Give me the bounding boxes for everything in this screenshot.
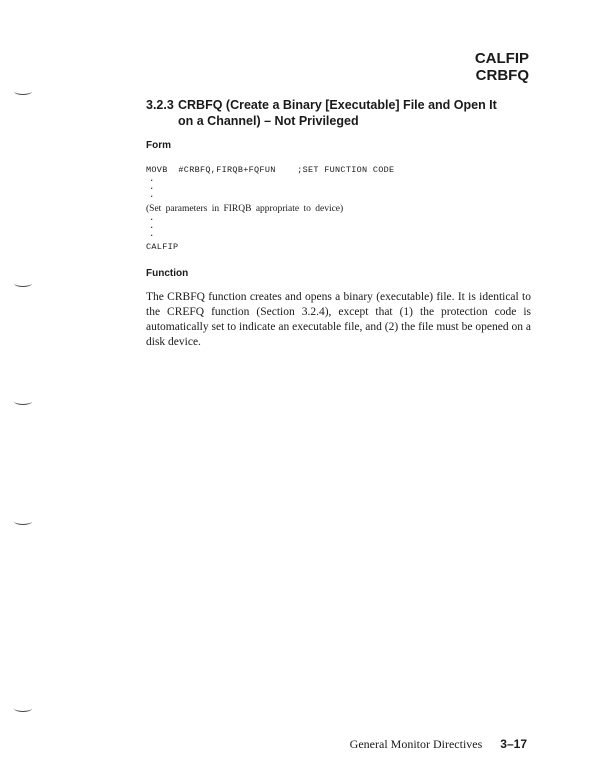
section-number: 3.2.3: [146, 98, 174, 112]
running-head: [475, 50, 529, 84]
running-head-line2: CRBFQ: [475, 67, 529, 84]
binder-hole-mark: [14, 280, 32, 287]
binder-hole-mark: [14, 518, 32, 525]
section-title-line2: on a Channel) – Not Privileged: [178, 114, 359, 128]
ellipsis-dots-2: . . .: [149, 213, 155, 239]
section-heading: [146, 97, 536, 129]
function-paragraph: The CRBFQ function creates and opens a binary (executable) file. It is identical to the CREFQ function (Section 3.2.4), except that (1) the protection code is automatically set to indicate an executable file, and (2) the file must be opened on a disk device.: [146, 291, 531, 348]
function-heading: Function: [146, 268, 189, 279]
footer-chapter-title: General Monitor Directives: [349, 737, 483, 751]
form-heading: Form: [146, 140, 171, 151]
page-footer: [350, 737, 527, 752]
running-head-line1: CALFIP: [474, 50, 529, 67]
binder-hole-mark: [14, 398, 32, 405]
form-call-line: CALFIP: [146, 242, 179, 252]
binder-hole-mark: [14, 88, 32, 95]
section-title-line1: CRBFQ (Create a Binary [Executable] File and Open It: [178, 98, 497, 112]
binder-hole-mark: [14, 705, 32, 712]
footer-page-number: 3–17: [500, 737, 527, 751]
ellipsis-dots-1: . . .: [149, 174, 155, 200]
form-note: (Set parameters in FIRQB appropriate to device): [146, 204, 344, 214]
form-code-line: MOVB #CRBFQ,FIRQB+FQFUN ;SET FUNCTION CODE: [146, 165, 395, 175]
